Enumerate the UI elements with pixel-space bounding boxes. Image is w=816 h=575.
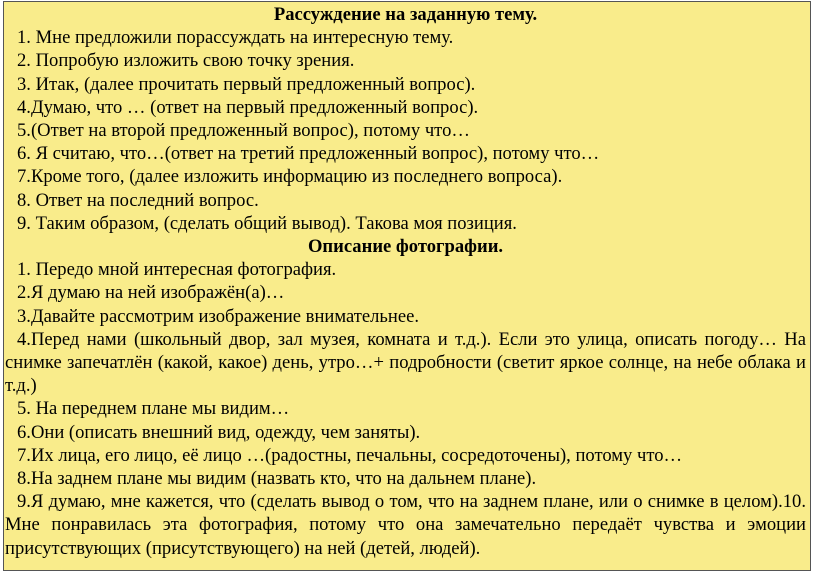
photo-step: 3.Давайте рассмотрим изображение внимательнее.: [17, 305, 420, 327]
reasoning-step: 8. Ответ на последний вопрос.: [17, 189, 259, 211]
reasoning-step: 1. Мне предложили порассуждать на интересную тему.: [17, 27, 454, 49]
reasoning-step: 2. Попробую изложить свою точку зрения.: [17, 50, 355, 72]
photo-step: 5. На переднем плане мы видим…: [17, 398, 290, 420]
section-title-reasoning: Рассуждение на заданную тему.: [273, 4, 538, 25]
photo-step: 4.Перед нами (школьный двор, зал музея, комната и т.д.). Если это улица, описать погоду… На снимке запечатлён (какой, какое) день, утро…+ подробности (светит яркое солнце, на небе облака и т.д.): [5, 328, 806, 397]
reasoning-step: 7.Кроме того, (далее изложить информацию из последнего вопроса).: [17, 166, 563, 188]
photo-step: 2.Я думаю на ней изображён(а)…: [17, 282, 285, 304]
photo-step: 1. Передо мной интересная фотография.: [17, 259, 337, 281]
memo-card: [3, 1, 811, 571]
reasoning-step: 9. Таким образом, (сделать общий вывод). Такова моя позиция.: [17, 212, 517, 234]
reasoning-step: 3. Итак, (далее прочитать первый предложенный вопрос).: [17, 73, 476, 95]
reasoning-step: 5.(Ответ на второй предложенный вопрос), потому что…: [17, 120, 470, 142]
photo-step: 9.Я думаю, мне кажется, что (сделать вывод о том, что на заднем плане, или о снимке в целом).10. Мне понравилась эта фотография, потому что она замечательно передаёт чувства и эмоции присутствующих (присутствующего) на ней (детей, людей).: [5, 491, 806, 559]
section-title-photo: Описание фотографии.: [307, 236, 504, 258]
reasoning-step: 6. Я считаю, что…(ответ на третий предложенный вопрос), потому что…: [17, 143, 600, 165]
photo-step: 8.На заднем плане мы видим (назвать кто, что на дальнем плане).: [17, 468, 537, 490]
photo-step: 7.Их лица, его лицо, её лицо …(радостны, печальны, сосредоточены), потому что…: [17, 444, 683, 466]
photo-step: 6.Они (описать внешний вид, одежду, чем заняты).: [17, 421, 421, 443]
reasoning-step: 4.Думаю, что … (ответ на первый предложенный вопрос).: [17, 96, 479, 118]
